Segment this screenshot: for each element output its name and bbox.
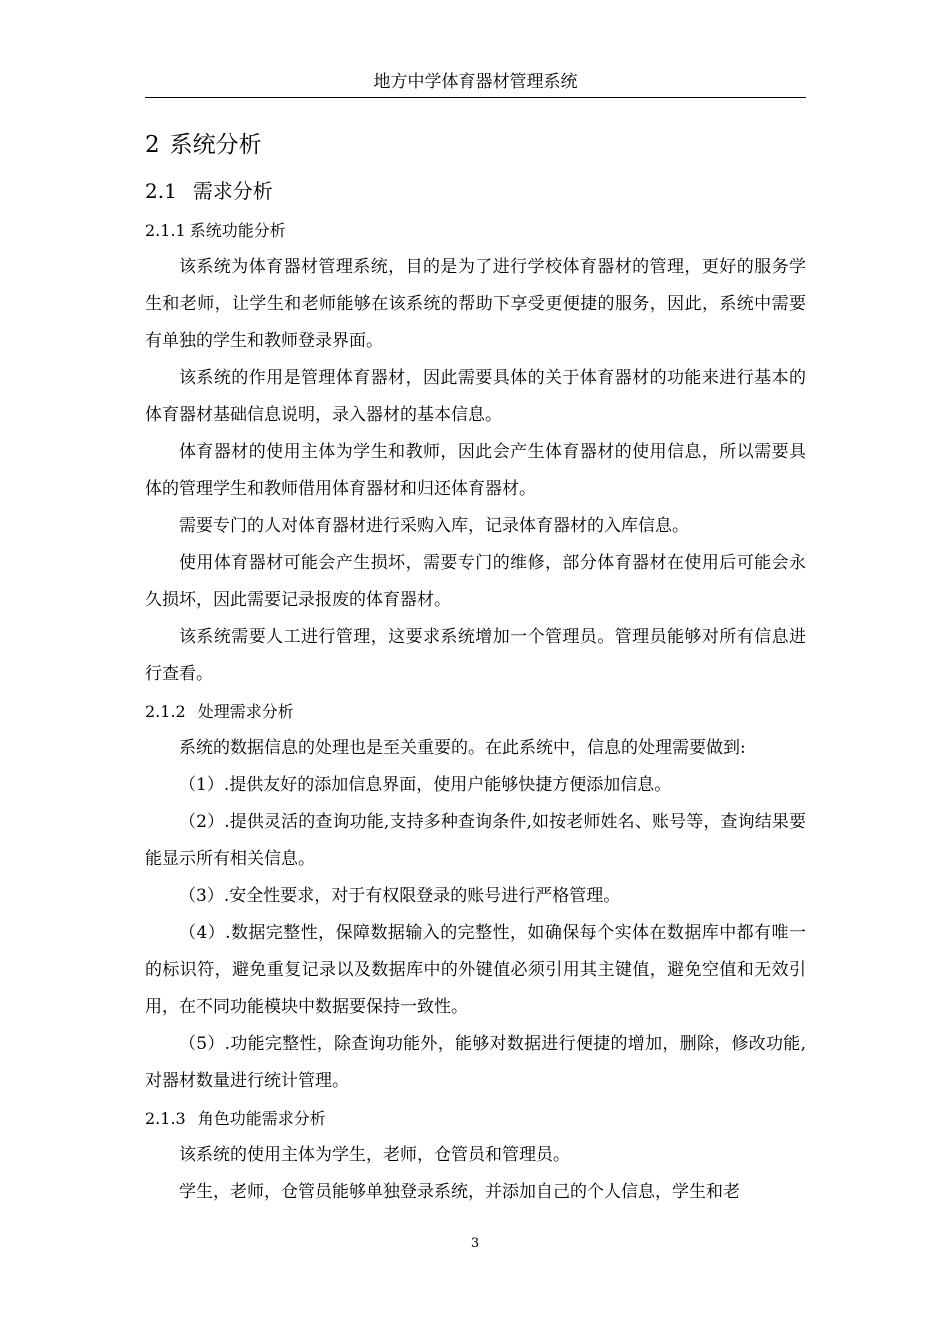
subsection-title: 系统功能分析 <box>189 221 286 240</box>
list-item: （5）.功能完整性，除查询功能外，能够对数据进行便捷的增加，删除，修改功能,对器材数量进行统计管理。 <box>145 1034 806 1091</box>
paragraph: 系统的数据信息的处理也是至关重要的。在此系统中，信息的处理需要做到: <box>179 738 746 758</box>
header-rule <box>145 97 806 98</box>
subsection-title: 角色功能需求分析 <box>197 1109 326 1128</box>
subsection-heading-2-1-2 <box>145 693 806 730</box>
subsection-number: 2.1.1 <box>145 221 186 240</box>
page-number: 3 <box>470 1236 480 1251</box>
subsection-number: 2.1.2 <box>145 702 186 721</box>
running-header: 地方中学体育器材管理系统 <box>373 72 578 92</box>
section-heading-2-1 <box>145 170 806 212</box>
paragraph: 该系统需要人工进行管理，这要求系统增加一个管理员。管理员能够对所有信息进行查看。 <box>145 627 806 684</box>
subsection-title: 处理需求分析 <box>197 702 294 721</box>
paragraph: 该系统为体育器材管理系统，目的是为了进行学校体育器材的管理，更好的服务学生和老师，让学生和老师能够在该系统的帮助下享受更便捷的服务，因此，系统中需要有单独的学生和教师登录界面。 <box>145 257 806 351</box>
chapter-title: 系统分析 <box>169 132 262 158</box>
paragraph: 使用体育器材可能会产生损坏，需要专门的维修，部分体育器材在使用后可能会永久损坏，因此需要记录报废的体育器材。 <box>145 553 806 610</box>
subsection-heading-2-1-3 <box>145 1100 806 1137</box>
paragraph: 需要专门的人对体育器材进行采购入库，记录体育器材的入库信息。 <box>179 516 689 536</box>
chapter-number: 2 <box>145 132 160 158</box>
section-number: 2.1 <box>145 179 177 203</box>
list-item: （3）.安全性要求，对于有权限登录的账号进行严格管理。 <box>179 886 621 906</box>
page-body <box>145 120 806 1211</box>
paragraph: 学生，老师，仓管员能够单独登录系统，并添加自己的个人信息，学生和老 <box>179 1182 740 1202</box>
section-title: 需求分析 <box>192 179 273 203</box>
subsection-heading-2-1-1 <box>145 212 806 249</box>
list-item: （2）.提供灵活的查询功能,支持多种查询条件,如按老师姓名、账号等，查询结果要能显示所有相关信息。 <box>145 812 806 869</box>
chapter-heading <box>145 120 806 170</box>
subsection-number: 2.1.3 <box>145 1109 186 1128</box>
paragraph: 该系统的使用主体为学生，老师，仓管员和管理员。 <box>179 1145 570 1165</box>
paragraph: 体育器材的使用主体为学生和教师，因此会产生体育器材的使用信息，所以需要具体的管理学生和教师借用体育器材和归还体育器材。 <box>145 442 806 499</box>
paragraph: 该系统的作用是管理体育器材，因此需要具体的关于体育器材的功能来进行基本的体育器材基础信息说明，录入器材的基本信息。 <box>145 368 806 425</box>
list-item: （1）.提供友好的添加信息界面，使用户能够快捷方便添加信息。 <box>179 775 672 795</box>
list-item: （4）.数据完整性，保障数据输入的完整性，如确保每个实体在数据库中都有唯一的标识符，避免重复记录以及数据库中的外键值必须引用其主键值，避免空值和无效引用，在不同功能模块中数据要保持一致性。 <box>145 923 806 1017</box>
